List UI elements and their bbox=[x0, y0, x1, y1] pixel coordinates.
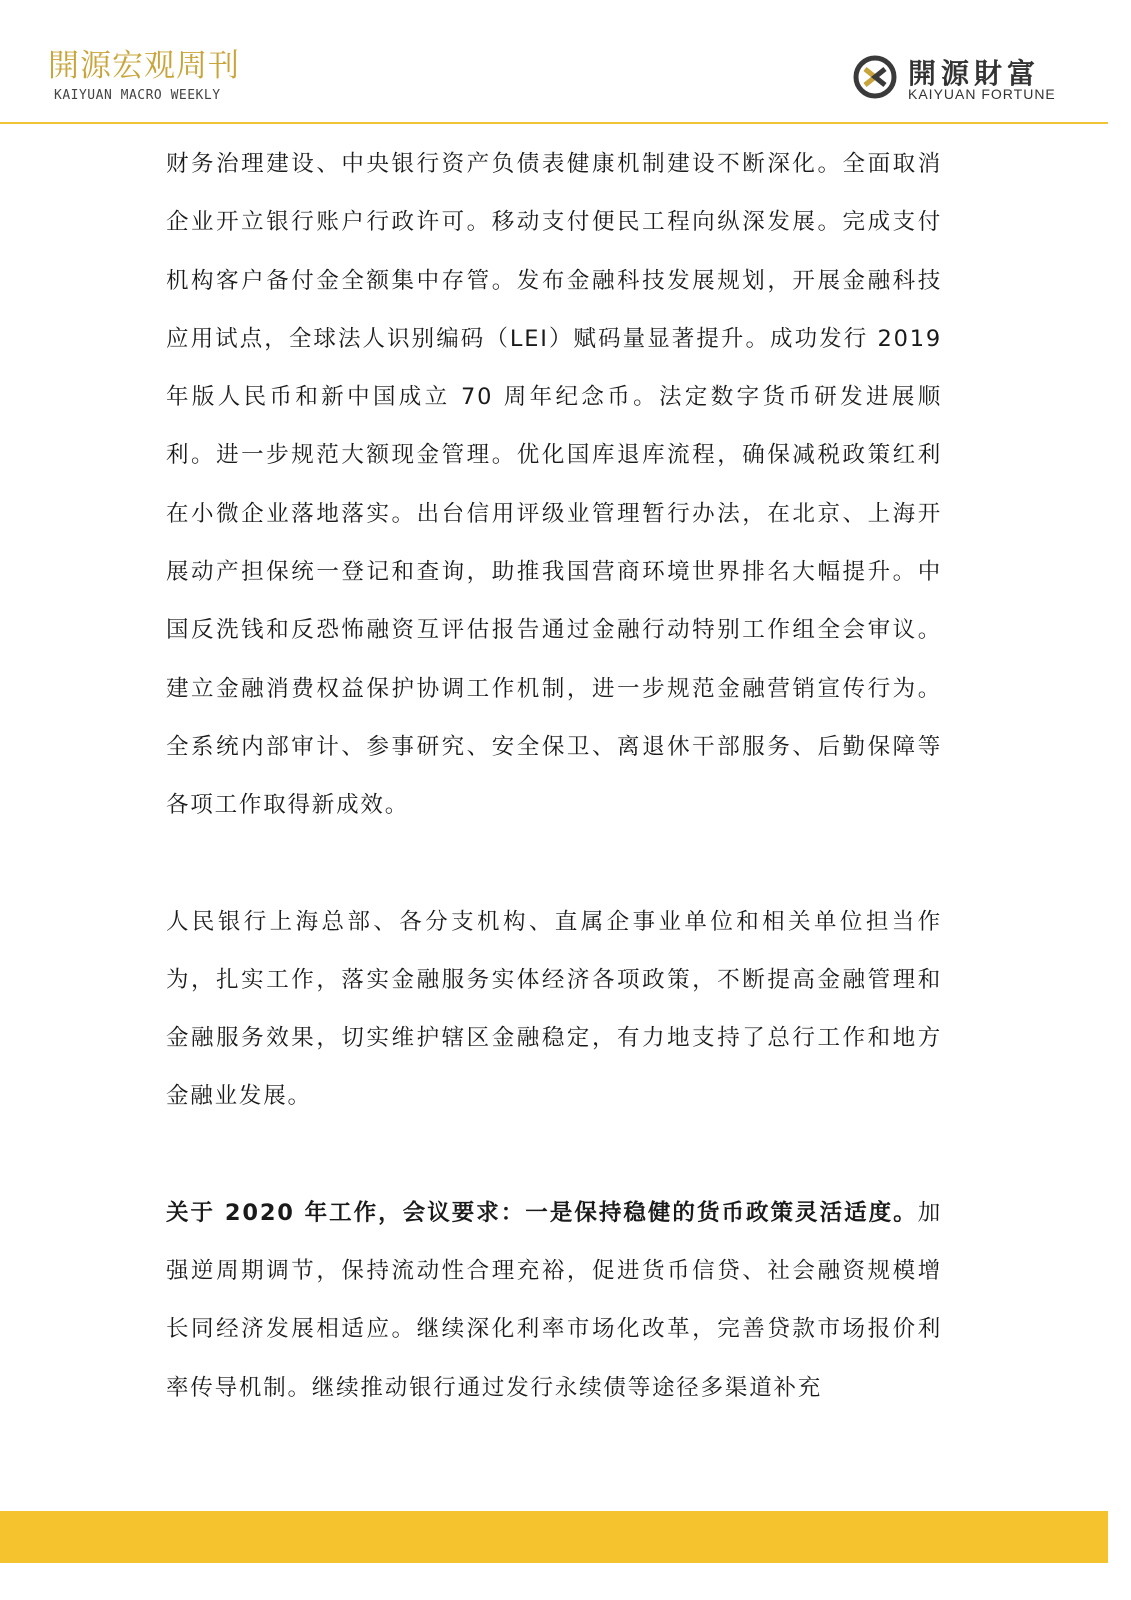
publication-subtitle: KAIYUAN MACRO WEEKLY bbox=[54, 88, 221, 103]
paragraph: 财务治理建设、中央银行资产负债表健康机制建设不断深化。全面取消企业开立银行账户行政许可。移动支付便民工程向纵深发展。完成支付机构客户备付金全额集中存管。发布金融科技发展规划，开展金融科技应用试点，全球法人识别编码（LEI）赋码量显著提升。成功发行 2019 年版人民币和新中国成立 70 周年纪念币。法定数字货币研发进展顺利。进一步规范大额现金管理。优化国库退库流程，确保减税政策红利在小微企业落地落实。出台信用评级业管理暂行办法，在北京、上海开展动产担保统一登记和查询，助推我国营商环境世界排名大幅提升。中国反洗钱和反恐怖融资互评估报告通过金融行动特别工作组全会审议。建立金融消费权益保护协调工作机制，进一步规范金融营销宣传行为。全系统内部审计、参事研究、安全保卫、离退休干部服务、后勤保障等各项工作取得新成效。 bbox=[166, 151, 942, 819]
logo-name-en: KAIYUAN FORTUNE bbox=[908, 86, 1056, 102]
logo-name-cn: 開源財富 bbox=[908, 57, 1041, 90]
publication-title: 開源宏观周刊 bbox=[48, 48, 240, 84]
paragraph-text: 加强逆周期调节，保持流动性合理充裕，促进货币信贷、社会融资规模增长同经济发展相适应。继续深化利率市场化改革，完善贷款市场报价利率传导机制。继续推动银行通过发行永续债等途径多渠道补充 bbox=[166, 1199, 942, 1401]
kaiyuan-logo-icon bbox=[852, 54, 898, 100]
brand-logo bbox=[852, 52, 1082, 104]
footer-bar bbox=[0, 1511, 1108, 1563]
header-divider bbox=[0, 122, 1108, 124]
paragraph bbox=[166, 1184, 942, 1417]
paragraph-lead: 关于 2020 年工作，会议要求：一是保持稳健的货币政策灵活适度。 bbox=[166, 1199, 918, 1226]
article-body bbox=[166, 135, 942, 1417]
paragraph: 人民银行上海总部、各分支机构、直属企事业单位和相关单位担当作为，扎实工作，落实金融服务实体经济各项政策，不断提高金融管理和金融服务效果，切实维护辖区金融稳定，有力地支持了总行工作和地方金融业发展。 bbox=[166, 908, 942, 1110]
page-header bbox=[0, 0, 1131, 124]
